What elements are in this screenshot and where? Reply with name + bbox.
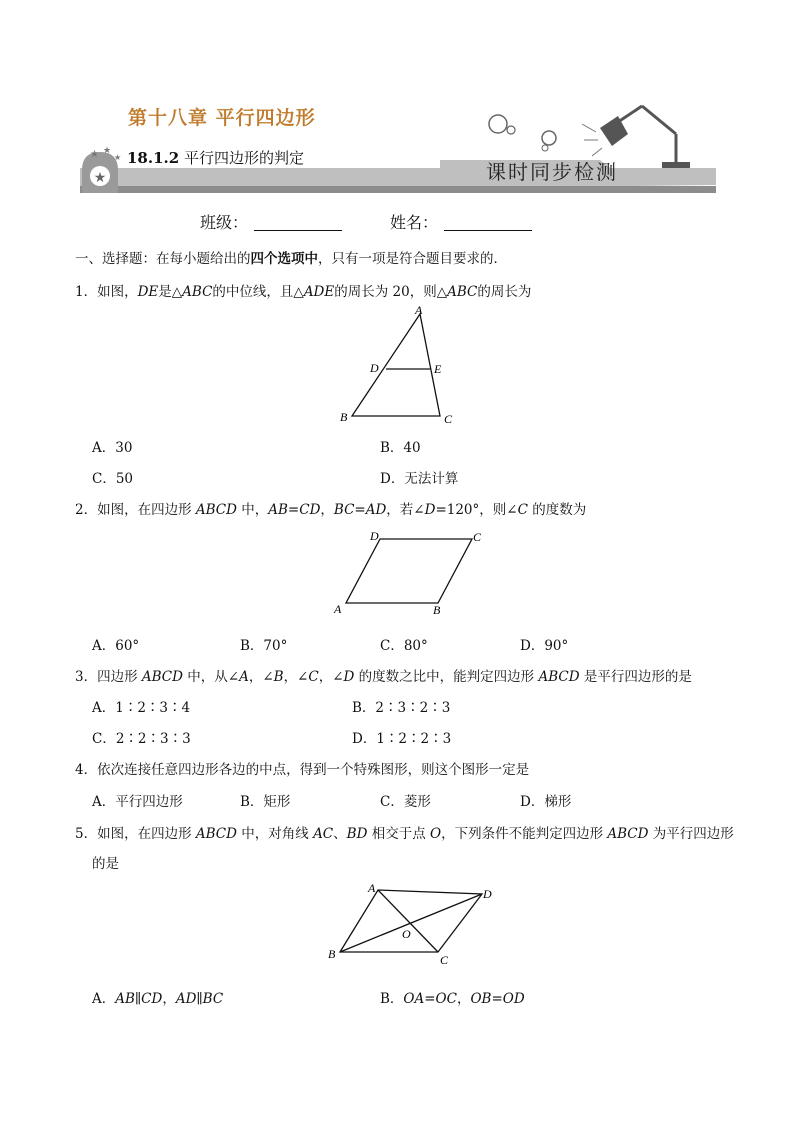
- question-2-stem: 2．如图，在四边形 ABCD 中，AB=CD，BC=AD，若∠D=120°，则∠C 的度数为: [75, 502, 587, 518]
- intro-emphasis: 四个选项中: [250, 251, 318, 267]
- q1-option-d[interactable]: D．无法计算: [380, 471, 459, 487]
- svg-text:★: ★: [103, 146, 112, 156]
- question-1-stem: 1．如图，DE是△ABC的中位线，且△ADE的周长为 20，则△ABC的周长为: [75, 284, 532, 300]
- q2-option-a[interactable]: A．60°: [92, 638, 140, 654]
- q1-label-B: B: [340, 410, 348, 424]
- name-blank[interactable]: [444, 214, 532, 231]
- q5-label-A: A: [368, 881, 376, 895]
- header-decoration: [0, 0, 794, 200]
- q1-option-c[interactable]: C．50: [92, 471, 134, 487]
- class-label: 班级：: [200, 213, 249, 232]
- q5-label-B: B: [328, 947, 336, 961]
- question-5-figure: [320, 878, 500, 973]
- name-label: 姓名：: [390, 213, 439, 232]
- q2-option-c[interactable]: C．80°: [380, 638, 428, 654]
- q4-option-d[interactable]: D．梯形: [520, 794, 572, 810]
- chapter-title: 第十八章 平行四边形: [128, 107, 316, 129]
- q5-option-a[interactable]: A．AB∥CD，AD∥BC: [92, 991, 224, 1007]
- q4-option-c[interactable]: C．菱形: [380, 794, 431, 810]
- section-title: [127, 147, 304, 168]
- q3-option-a[interactable]: A．1∶2∶3∶4: [92, 700, 191, 716]
- section-number: 18.1.2: [127, 149, 180, 167]
- q5-label-D: D: [483, 887, 492, 901]
- q5-label-O: O: [402, 927, 411, 941]
- q2-label-D: D: [370, 529, 379, 543]
- question-1-figure: [330, 300, 460, 430]
- q2-label-B: B: [433, 603, 441, 617]
- q2-label-A: A: [334, 602, 342, 616]
- section-intro: 一、选择题：在每小题给出的四个选项中，只有一项是符合题目要求的．: [75, 251, 507, 267]
- name-field[interactable]: [390, 210, 532, 233]
- q1-label-C: C: [444, 412, 453, 426]
- q3-option-b[interactable]: B．2∶3∶2∶3: [352, 700, 451, 716]
- question-4-stem: 4．依次连接任意四边形各边的中点，得到一个特殊图形，则这个图形一定是: [75, 762, 530, 778]
- svg-text:★: ★: [114, 153, 122, 162]
- q4-option-a[interactable]: A．平行四边形: [92, 794, 183, 810]
- question-5-stem: 5．如图，在四边形 ABCD 中，对角线 AC、BD 相交于点 O，下列条件不能判定四边形 ABCD 为平行四边形: [75, 826, 734, 842]
- q5-option-b[interactable]: B．OA=OC，OB=OD: [380, 991, 525, 1007]
- svg-text:★: ★: [90, 149, 99, 160]
- q4-option-b[interactable]: B．矩形: [240, 794, 291, 810]
- question-3-stem: 3．四边形 ABCD 中，从∠A，∠B，∠C，∠D 的度数之比中，能判定四边形 ABCD 是平行四边形的是: [75, 669, 692, 685]
- q1-label-D: D: [370, 361, 379, 375]
- class-blank[interactable]: [254, 214, 342, 231]
- q2-label-C: C: [473, 530, 482, 544]
- q5-label-C: C: [440, 953, 449, 967]
- q3-option-d[interactable]: D．1∶2∶2∶3: [352, 731, 452, 747]
- q2-option-b[interactable]: B．70°: [240, 638, 288, 654]
- q1-option-b[interactable]: B．40: [380, 440, 421, 456]
- section-name: 平行四边形的判定: [183, 149, 304, 167]
- q1-label-A: A: [415, 303, 423, 317]
- banner-text: 课时同步检测: [486, 160, 618, 184]
- svg-text:★: ★: [93, 170, 107, 186]
- q3-option-c[interactable]: C．2∶2∶3∶3: [92, 731, 191, 747]
- q1-label-E: E: [434, 362, 442, 376]
- question-5-stem-line2: 的是: [92, 856, 119, 872]
- q1-option-a[interactable]: A．30: [92, 440, 133, 456]
- question-2-figure: [330, 525, 490, 620]
- class-field[interactable]: [200, 210, 342, 233]
- q2-option-d[interactable]: D．90°: [520, 638, 569, 654]
